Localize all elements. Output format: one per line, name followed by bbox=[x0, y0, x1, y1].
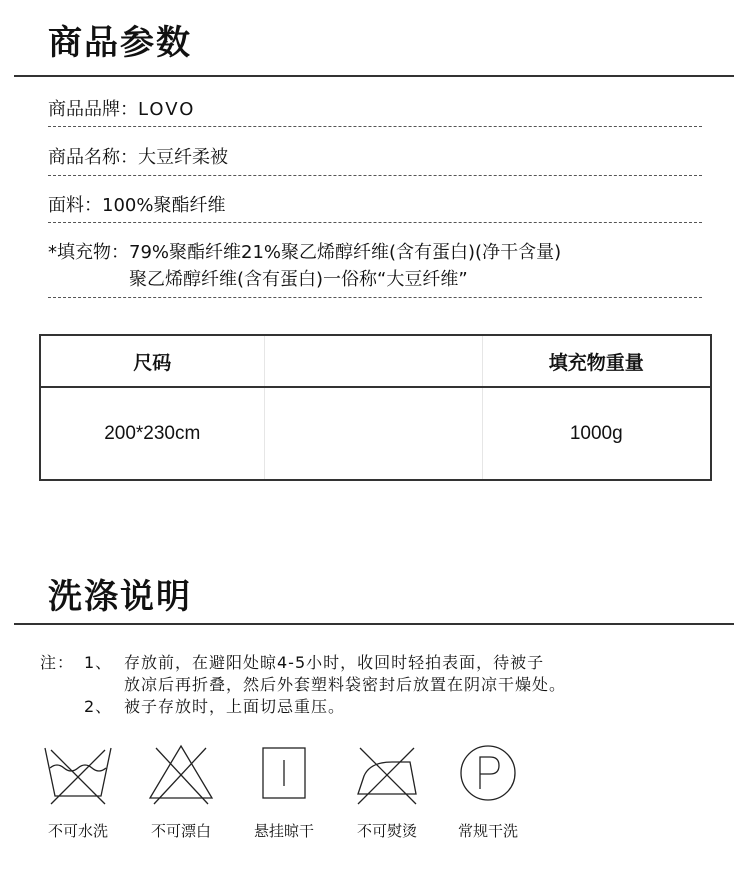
param-row-filling bbox=[48, 239, 702, 293]
no-bleach-icon bbox=[144, 742, 218, 806]
table-header-weight: 填充物重量 bbox=[482, 335, 711, 387]
table-header-size: 尺码 bbox=[40, 335, 264, 387]
param-row-brand bbox=[48, 98, 702, 122]
param-label: 面料： bbox=[48, 195, 102, 216]
no-iron-icon bbox=[350, 742, 424, 806]
param-row-fabric bbox=[48, 194, 702, 218]
filling-line: 79%聚酯纤维21%聚乙烯醇纤维(含有蛋白)(净干含量) bbox=[129, 242, 562, 263]
param-value: LOVO bbox=[138, 99, 196, 120]
table-row bbox=[40, 387, 711, 480]
care-item-dry-clean bbox=[448, 742, 528, 841]
care-item-no-iron bbox=[347, 742, 427, 841]
dashed-divider bbox=[48, 126, 702, 127]
note-text: 存放前，在避阳处晾4-5小时，收回时轻拍表面，待被子 bbox=[124, 653, 545, 672]
wash-title: 洗涤说明 bbox=[48, 577, 192, 617]
params-title-rule bbox=[14, 75, 734, 77]
note-label: 注： bbox=[40, 653, 75, 672]
table-header-empty bbox=[264, 335, 482, 387]
table-cell-weight: 1000g bbox=[482, 387, 711, 480]
care-item-no-wash bbox=[38, 742, 118, 841]
table-header-row bbox=[40, 335, 711, 387]
dry-clean-p-icon bbox=[451, 742, 525, 806]
care-icons bbox=[40, 742, 540, 842]
params-title: 商品参数 bbox=[48, 23, 192, 63]
wash-notes bbox=[40, 652, 730, 718]
param-row-name bbox=[48, 146, 702, 170]
dashed-divider bbox=[48, 222, 702, 223]
table-cell-empty bbox=[264, 387, 482, 480]
care-item-no-bleach bbox=[141, 742, 221, 841]
table-cell-size: 200*230cm bbox=[104, 422, 201, 444]
param-value: 100%聚酯纤维 bbox=[102, 195, 226, 216]
no-wash-icon bbox=[41, 742, 115, 806]
care-label: 悬挂晾干 bbox=[253, 822, 314, 840]
note-number: 2、 bbox=[84, 697, 113, 716]
hang-dry-icon bbox=[247, 742, 321, 806]
dashed-divider bbox=[48, 175, 702, 176]
dashed-divider bbox=[48, 297, 702, 298]
care-label: 常规干洗 bbox=[457, 822, 518, 840]
param-label: 商品名称： bbox=[48, 147, 138, 168]
note-text: 被子存放时，上面切忌重压。 bbox=[124, 697, 346, 716]
note-number: 1、 bbox=[84, 653, 113, 672]
care-label: 不可水洗 bbox=[47, 822, 108, 840]
care-label: 不可熨烫 bbox=[356, 822, 417, 840]
wash-title-rule bbox=[14, 623, 734, 625]
filling-line: 聚乙烯醇纤维(含有蛋白)一俗称“大豆纤维” bbox=[129, 269, 468, 290]
care-item-hang-dry bbox=[244, 742, 324, 841]
param-label: 商品品牌： bbox=[48, 99, 138, 120]
param-label: *填充物： bbox=[48, 242, 129, 263]
param-value: 大豆纤柔被 bbox=[138, 147, 228, 168]
note-text: 放凉后再折叠，然后外套塑料袋密封后放置在阴凉干燥处。 bbox=[124, 675, 567, 694]
spec-table bbox=[39, 334, 712, 481]
care-label: 不可漂白 bbox=[150, 822, 211, 840]
